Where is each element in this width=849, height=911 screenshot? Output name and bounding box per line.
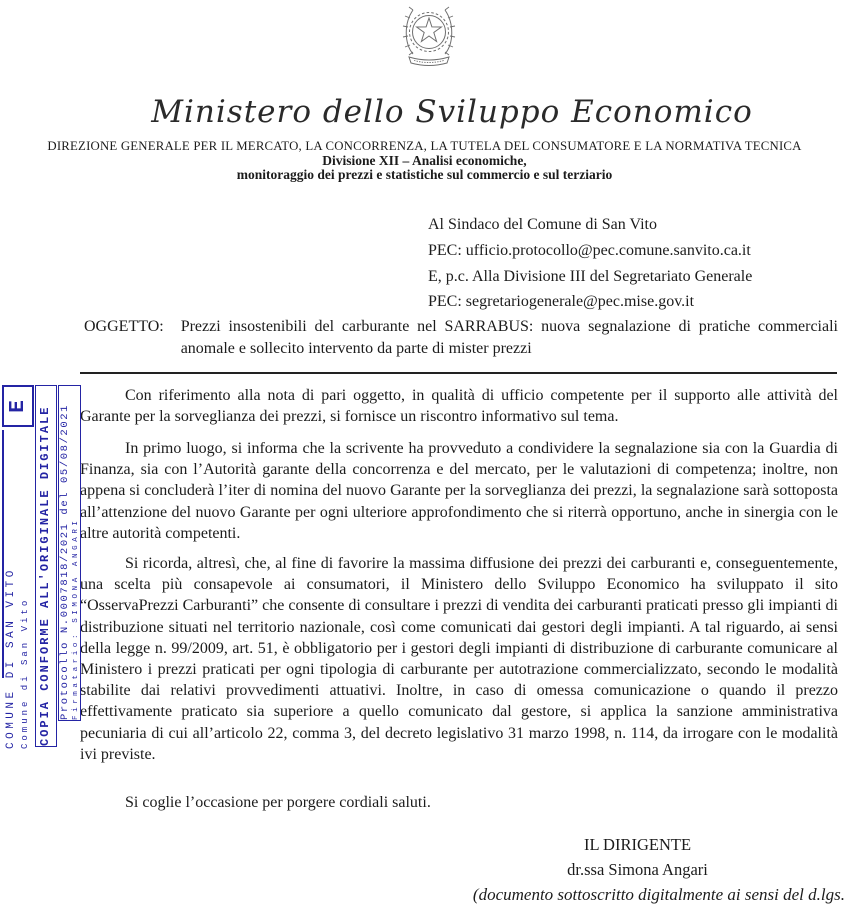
republic-emblem-icon — [397, 2, 461, 75]
body-paragraph-2: In primo luogo, si informa che la scrivente ha provveduto a condividere la segnalazione sia con la Guardia di Finanza, sia con l’Autorità garante della concorrenza e del mercato, per le valutazioni di competenza; inoltre, non appena si concluderà l’iter di nomina del nuovo Garante per la sorveglianza dei prezzi, la segnalazione sarà sottoposta all’attenzione del nuovo Garante per ogni ulteriore approfondimento che si riterrà opportuno, anche in sinergia con le altre autorità competenti. — [80, 440, 838, 542]
direzione-generale-line: DIREZIONE GENERALE PER IL MERCATO, LA CONCORRENZA, LA TUTELA DEL CONSUMATORE E LA NORMATIVA TECNICA — [47, 139, 802, 153]
signer-name: dr.ssa Simona Angari — [567, 860, 708, 879]
stamp-letter: E — [6, 399, 30, 413]
body-paragraph-3: Si ricorda, altresì, che, al fine di favorire la massima diffusione dei prezzi dei carburanti e, conseguentemente, una scelta più consapevole ai consumatori, il Ministero dello Sviluppo Economico ha sviluppato il sito “OsservaPrezzi Carburanti” che consente di consultare i prezzi di vendita dei carburanti praticati presso gli impianti di distribuzione situati nel territorio nazionale, così come comunicati dai gestori degli impianti. A tal riguardo, ai sensi della legge n. 99/2009, art. 51, è obbligatorio per i gestori degli impianti di distribuzione di carburante comunicare al Ministero i prezzi praticati per ogni tipologia di carburante per autotrazione commercializzato, secondo le modalità stabilite dai relativi provvedimenti attuativi. Inoltre, in caso di omessa comunicazione o quando il prezzo effettivamente praticato sia superiore a quello comunicato dal gestore, si applica la sanzione amministrativa pecuniaria di cui all’articolo 22, comma 3, del decreto legislativo 31 marzo 1998, n. 114, da irrogare con le modalità ivi previste. — [80, 555, 838, 763]
ministry-title: Ministero dello Sviluppo Economico — [151, 94, 753, 130]
subject-block — [84, 316, 838, 359]
recipient-pec-line: PEC: ufficio.protocollo@pec.comune.sanvito.ca.it — [428, 241, 751, 259]
recipient-line: Al Sindaco del Comune di San Vito — [428, 216, 657, 233]
signer-role: IL DIRIGENTE — [583, 835, 692, 854]
stamp-copy-note: COPIA CONFORME ALL'ORIGINALE DIGITALE — [35, 385, 57, 747]
signature-block — [430, 832, 845, 882]
recipient-cc-line: E, p.c. Alla Divisione III del Segretariato Generale — [428, 267, 753, 285]
recipient-block — [428, 212, 752, 315]
digital-signature-note: (documento sottoscritto digitalmente ai sensi del d.lgs. — [472, 885, 845, 904]
body-paragraph-1: Con riferimento alla nota di pari oggetto, in qualità di ufficio competente per il supporto alle attività del Garante per la sorveglianza dei prezzi, si fornisce un riscontro informativo sul tema. — [80, 387, 838, 426]
stamp-protocol-number: Protocollo N.0007818/2021 del 05/08/2021 — [59, 403, 71, 720]
stamp-e-box — [2, 385, 34, 427]
closing-salutation: Si coglie l’occasione per porgere cordiali saluti. — [125, 794, 431, 811]
subject-label: OGGETTO: — [84, 318, 164, 335]
stamp-entity-column — [3, 545, 34, 749]
recipient-cc-pec-line: PEC: segretariogenerale@pec.mise.gov.it — [428, 293, 695, 311]
subject-separator-rule — [80, 372, 837, 374]
stamp-entity-name: Comune di San Vito — [20, 597, 30, 749]
subject-text: Prezzi insostenibili del carburante nel SARRABUS: nuova segnalazione di pratiche commerciali anomale e sollecito intervento da parte di mister prezzi — [180, 318, 838, 357]
stamp-protocol-column — [58, 385, 81, 721]
stamp-signer: Firmatario: SIMONA ANGARI — [72, 517, 80, 720]
stamp-entity-caps: COMUNE DI SAN VITO — [5, 567, 17, 749]
divisione-line-2: monitoraggio dei prezzi e statistiche sul commercio e sul terziario — [236, 167, 613, 182]
divisione-line-1: Divisione XII – Analisi economiche, — [322, 153, 527, 168]
